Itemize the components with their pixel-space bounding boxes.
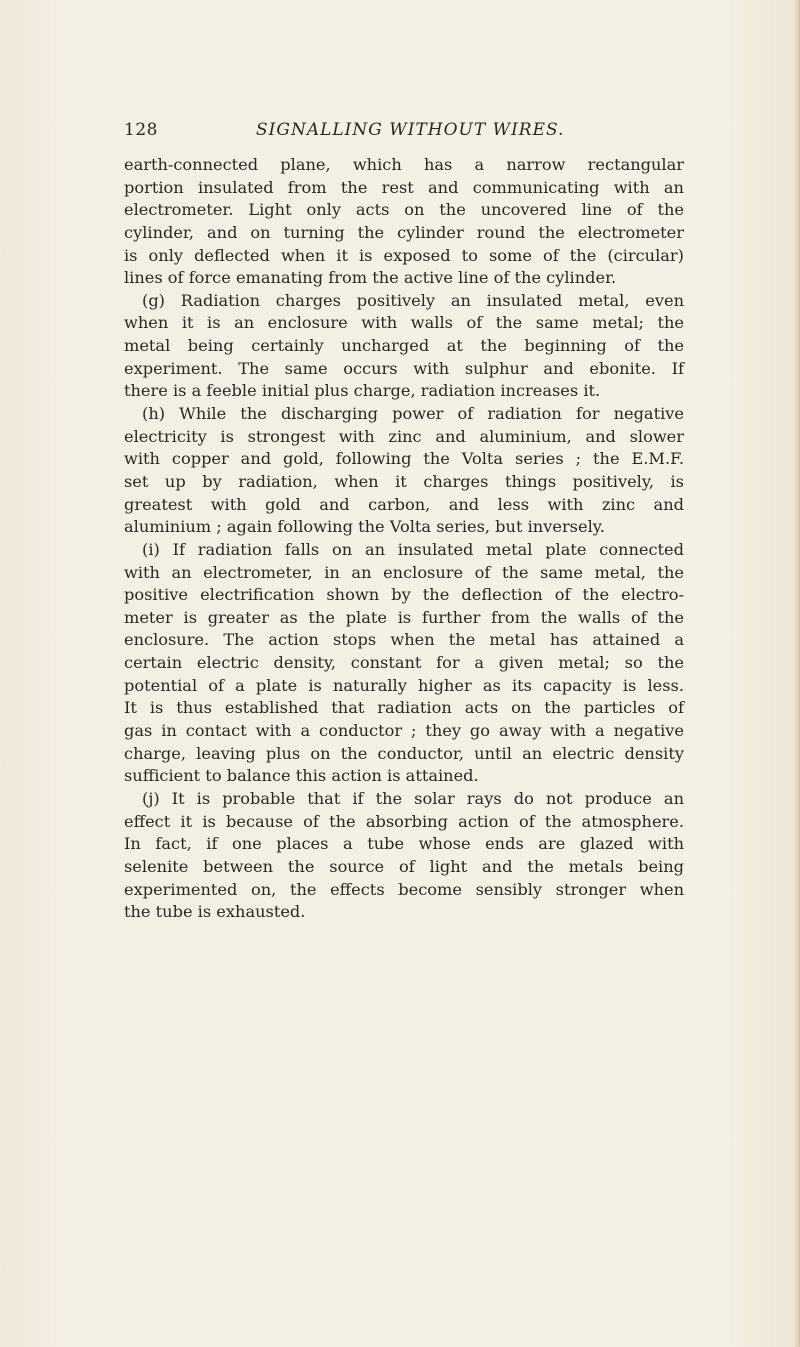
text-line: electrometer. Light only acts on the uncovered line of the	[124, 200, 684, 220]
text-line: experiment. The same occurs with sulphur and ebonite. If	[124, 358, 684, 378]
paragraph-i-start: (i) If radiation falls on an insulated metal plate connected	[142, 539, 684, 559]
text-line: aluminium ; again following the Volta series, but inversely.	[124, 517, 605, 537]
text-line: certain electric density, constant for a given metal; so the	[124, 653, 684, 673]
text-line: with an electrometer, in an enclosure of the same metal, the	[124, 562, 684, 582]
text-line: lines of force emanating from the active line of the cylinder.	[124, 268, 617, 288]
text-line: portion insulated from the rest and communicating with an	[124, 177, 684, 197]
text-line: meter is greater as the plate is further from the walls of the	[124, 607, 684, 627]
text-line: selenite between the source of light and the metals being	[124, 856, 684, 876]
text-line: electricity is strongest with zinc and aluminium, and slower	[124, 426, 684, 446]
text-line: is only deflected when it is exposed to some of the (circular)	[124, 245, 684, 265]
page-number: 128	[124, 120, 158, 140]
text-line: experimented on, the effects become sensibly stronger when	[124, 879, 684, 899]
text-line: greatest with gold and carbon, and less with zinc and	[124, 494, 684, 514]
text-line: potential of a plate is naturally higher as its capacity is less.	[124, 675, 684, 695]
paragraph-j-start: (j) It is probable that if the solar rays do not produce an	[142, 788, 684, 808]
text-line: positive electrification shown by the deflection of the electro-	[124, 585, 684, 605]
page-header	[124, 120, 680, 144]
text-line: sufficient to balance this action is attained.	[124, 766, 479, 786]
text-line: In fact, if one places a tube whose ends are glazed with	[124, 834, 684, 854]
text-line: charge, leaving plus on the conductor, until an electric density	[124, 743, 684, 763]
text-line: the tube is exhausted.	[124, 902, 306, 922]
text-line: effect it is because of the absorbing action of the atmosphere.	[124, 811, 684, 831]
text-line: set up by radiation, when it charges things positively, is	[124, 471, 684, 491]
text-line: when it is an enclosure with walls of the same metal; the	[124, 313, 684, 333]
paragraph-h-start: (h) While the discharging power of radiation for negative	[142, 404, 684, 424]
text-line: It is thus established that radiation acts on the particles of	[124, 698, 684, 718]
text-line: with copper and gold, following the Volta series ; the E.M.F.	[124, 449, 684, 469]
body-text	[124, 154, 684, 924]
paragraph-g-start: (g) Radiation charges positively an insulated metal, even	[142, 290, 684, 310]
text-line: metal being certainly uncharged at the beginning of the	[124, 336, 684, 356]
text-line: gas in contact with a conductor ; they go away with a negative	[124, 721, 684, 741]
text-line: cylinder, and on turning the cylinder round the electrometer	[124, 222, 684, 242]
text-line: enclosure. The action stops when the metal has attained a	[124, 630, 684, 650]
text-line: there is a feeble initial plus charge, radiation increases it.	[124, 381, 601, 401]
text-line: earth-connected plane, which has a narrow rectangular	[124, 155, 684, 174]
running-title: SIGNALLING WITHOUT WIRES.	[256, 120, 565, 140]
